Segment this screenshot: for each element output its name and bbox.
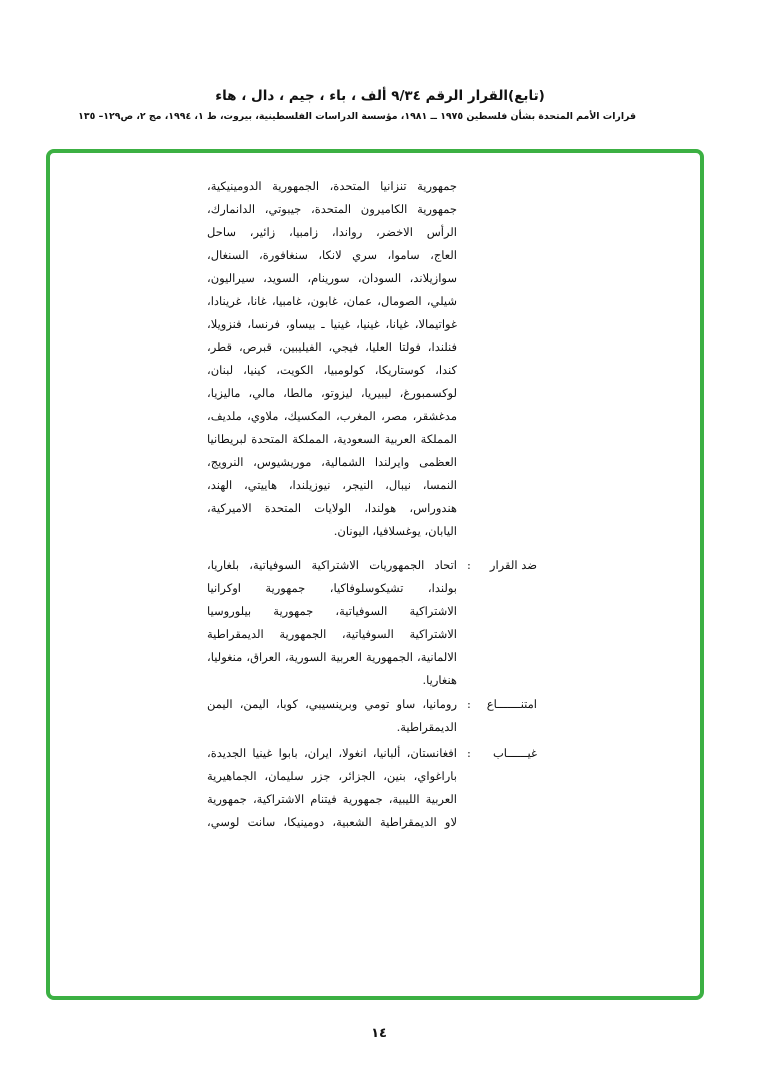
text-line: اتحاد الجمهوريات الاشتراكية السوفياتية، بلغاريا، xyxy=(207,558,457,572)
text-line: جمهورية الكاميرون المتحدة، جيبوتي، الدانمارك، xyxy=(207,202,457,216)
text-line: افغانستان، ألبانيا، انغولا، ايران، بابوا غينيا الجديدة، xyxy=(207,746,457,760)
against-label xyxy=(467,554,537,577)
text-line: العربية الليبية، جمهورية فيتنام الاشتراكية، جمهورية xyxy=(207,792,457,806)
section-label-text: امتنـــــــاع xyxy=(486,697,537,711)
text-line: النمسا، نيبال، النيجر، نيوزيلندا، هاييتي، الهند، xyxy=(207,478,457,492)
abstain-list xyxy=(207,693,457,739)
text-line: سوازيلاند، السودان، سورينام، السويد، سيراليون، xyxy=(207,271,457,285)
against-section xyxy=(207,554,537,694)
text-line: الرأس الاخضر، رواندا، زامبيا، زائير، ساحل xyxy=(207,225,457,239)
text-line: العاج، ساموا، سري لانكا، سنغافورة، السنغال، xyxy=(207,248,457,262)
section-colon: : xyxy=(467,558,471,572)
text-line: الديمقراطية. xyxy=(396,720,457,734)
header-source-citation: قرارات الأمم المتحدة بشأن فلسطين ١٩٧٥ ــ ١٩٨١، مؤسسة الدراسات الفلسطينية، بيروت، ط ١، ١٩٩٤، مج ٢، ص١٢٩– ١٣٥ xyxy=(78,111,636,122)
abstain-section xyxy=(207,693,537,741)
section-label-text: غيــــــاب xyxy=(492,746,537,760)
text-line: لوكسمبورغ، ليبيريا، ليزوتو، مالطا، مالي، ماليزيا، xyxy=(207,386,457,400)
text-line: المملكة العربية السعودية، المملكة المتحدة لبريطانيا xyxy=(207,432,457,446)
text-line: شيلي، الصومال، عمان، غابون، غامبيا، غانا، غرينادا، xyxy=(207,294,457,308)
absent-label xyxy=(467,742,537,765)
text-line: الاشتراكية السوفياتية، جمهورية بيلوروسيا xyxy=(207,604,457,618)
text-line: هندوراس، هولندا، الولايات المتحدة الاميركية، xyxy=(207,501,457,515)
text-line: جمهورية تنزانيا المتحدة، الجمهورية الدومينيكية، xyxy=(207,179,457,193)
text-line: فنلندا، فولتا العليا، فيجي، الفيليبين، قبرص، قطر، xyxy=(207,340,457,354)
text-line: العظمى وايرلندا الشمالية، موريشيوس، النرويج، xyxy=(207,455,457,469)
text-line: هنغاريا. xyxy=(422,673,457,687)
text-line: غواتيمالا، غيانا، غينيا، غينيا ـ بيساو، فرنسا، فنزويلا، xyxy=(207,317,457,331)
text-line: بولندا، تشيكوسلوفاكيا، جمهورية اوكرانيا xyxy=(207,581,457,595)
text-line: كندا، كوستاريكا، كولومبيا، الكويت، كينيا، لبنان، xyxy=(207,363,457,377)
text-line: رومانيا، ساو تومي وبرينسيبي، كوبا، اليمن، اليمن xyxy=(207,697,457,711)
text-line: لاو الديمقراطية الشعبية، دومينيكا، سانت لوسي، xyxy=(207,815,457,829)
text-line: اليابان، يوغسلافيا، اليونان. xyxy=(333,524,457,538)
absent-section xyxy=(207,742,537,838)
section-colon: : xyxy=(467,697,471,711)
header-title: (تابع)القرار الرقم ٩/٣٤ ألف ، باء ، جيم ، دال ، هاء xyxy=(215,88,545,104)
absent-list xyxy=(207,742,457,834)
page-number: ١٤ xyxy=(371,1026,387,1041)
abstain-label xyxy=(467,693,537,716)
text-line: الالمانية، الجمهورية العربية السورية، العراق، منغوليا، xyxy=(207,650,457,664)
text-line: باراغواي، بنين، الجزائر، جزر سليمان، الجماهيرية xyxy=(207,769,457,783)
section-colon: : xyxy=(467,746,471,760)
in-favor-continued-list xyxy=(207,175,457,543)
text-line: مدغشقر، مصر، المغرب، المكسيك، ملاوي، ملديف، xyxy=(207,409,457,423)
text-line: الاشتراكية السوفياتية، الجمهورية الديمقراطية xyxy=(207,627,457,641)
section-label-text: ضد القرار xyxy=(489,558,537,572)
against-list xyxy=(207,554,457,692)
